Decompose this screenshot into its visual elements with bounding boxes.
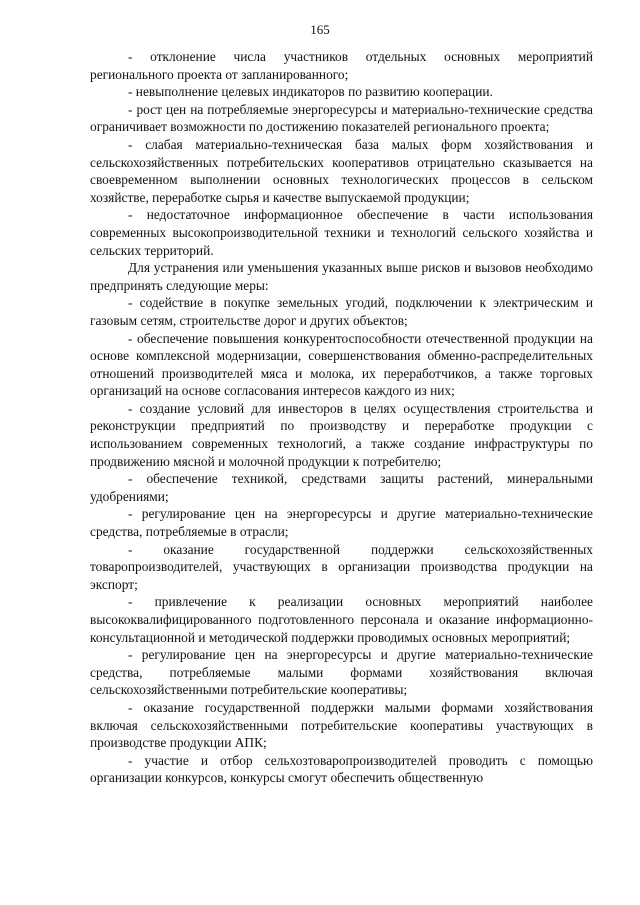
paragraph: - оказание государственной поддержки малыми формами хозяйствования включая сельскохозяйственными потребительские кооперативы участвующих в производстве продукции АПК;	[90, 699, 593, 751]
paragraph: - обеспечение техникой, средствами защиты растений, минеральными удобрениями;	[90, 471, 593, 504]
paragraph: - содействие в покупке земельных угодий, подключении к электрическим и газовым сетям, строительстве дорог и других объектов;	[90, 295, 593, 328]
paragraph: - регулирование цен на энергоресурсы и другие материально-технические средства, потребляемые малыми формами хозяйствования включая сельскохозяйственными потребительские кооперативы;	[90, 647, 593, 698]
paragraph: - участие и отбор сельхозтоваропроизводителей проводить с помощью организации конкурсов, конкурсы смогут обеспечить общественную	[90, 752, 593, 786]
paragraph: Для устранения или уменьшения указанных выше рисков и вызовов необходимо предпринять следующие меры:	[90, 260, 593, 293]
paragraph: - слабая материально-техническая база малых форм хозяйствования и сельскохозяйственных потребительских кооперативов отрицательно сказывается на своевременном выполнении основных технологических процессов в сельском хозяйстве, переработке сырья и качестве выпускаемой продукции;	[90, 136, 593, 205]
paragraph: - обеспечение повышения конкурентоспособности отечественной продукции на основе комплексной модернизации, совершенствования обменно-распределительных отношений производителей мяса и молока, их переработчиков, а также торговых организаций на основе согласования интересов каждого из них;	[90, 330, 593, 399]
paragraph: - рост цен на потребляемые энергоресурсы и материально-технические средства ограничивает возможности по достижению показателей регионального проекта;	[90, 101, 593, 135]
paragraph: - создание условий для инвесторов в целях осуществления строительства и реконструкции предприятий по производству и переработке продукции с использованием современных технологий, а также создание инфраструктуры по продвижению мясной и молочной продукции к потребителю;	[90, 400, 593, 469]
paragraph: - регулирование цен на энергоресурсы и другие материально-технические средства, потребляемые в отрасли;	[90, 506, 593, 540]
paragraph: - недостаточное информационное обеспечение в части использования современных высокопроизводительной техники и технологий сельского хозяйства и сельских территорий.	[90, 207, 593, 258]
paragraph: - отклонение числа участников отдельных основных мероприятий регионального проекта от запланированного;	[90, 49, 593, 82]
paragraph: - невыполнение целевых индикаторов по развитию кооперации.	[128, 84, 493, 100]
paragraph: - привлечение к реализации основных мероприятий наиболее высококвалифицированного подготовленного персонала и оказание информационно-консультационной и методической поддержки проводимых основных мероприятий;	[90, 594, 593, 645]
body-text	[90, 48, 593, 787]
paragraph: - оказание государственной поддержки сельскохозяйственных товаропроизводителей, участвующих в организации производства продукции на экспорт;	[90, 541, 593, 592]
page-number: 165	[310, 22, 330, 37]
